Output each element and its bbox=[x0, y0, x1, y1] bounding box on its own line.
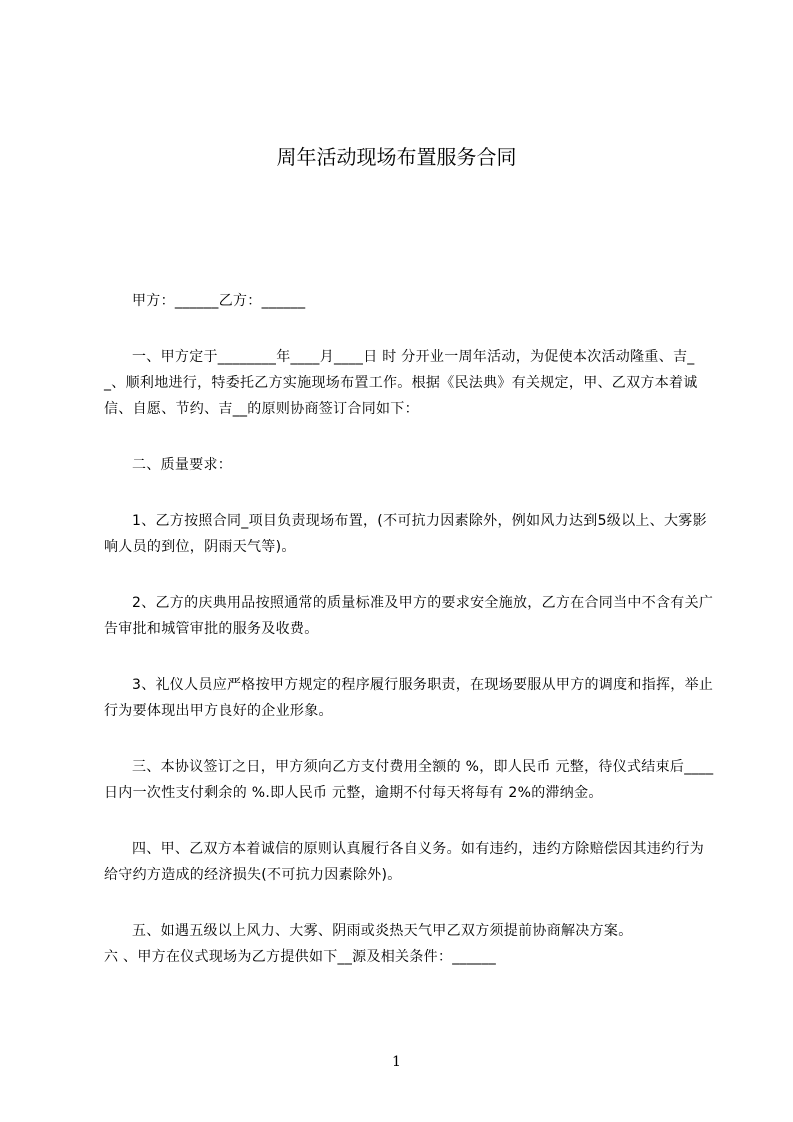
parties-line: 甲方：______乙方：______ bbox=[132, 293, 306, 309]
document-body bbox=[104, 288, 716, 1000]
paragraph-quality-heading: 二、质量要求： bbox=[132, 457, 233, 473]
paragraph-quality-1: 1、乙方按照合同_项目负责现场布置，(不可抗力因素除外，例如风力达到5级以上、大雾影响人员的到位，阴雨天气等)。 bbox=[104, 513, 707, 555]
paragraph-intro: 一、甲方定于________年____月____日 时 分开业一周年活动，为促使本次活动隆重、吉__、顺利地进行，特委托乙方实施现场布置工作。根据《民法典》有关规定，甲、乙双方本着诚信、自愿、节约、吉__的原则协商签订合同如下： bbox=[104, 349, 698, 417]
document-title: 周年活动现场布置服务合同 bbox=[276, 145, 517, 169]
paragraph-weather: 五、如遇五级以上风力、大雾、阴雨或炎热天气甲乙双方须提前协商解决方案。 bbox=[132, 923, 633, 939]
paragraph-site-conditions: 六 、甲方在仪式现场为乙方提供如下__源及相关条件：______ bbox=[104, 949, 497, 965]
paragraph-obligations: 四、甲、乙双方本着诚信的原则认真履行各自义务。如有违约，违约方除赔偿因其违约行为给守约方造成的经济损失(不可抗力因素除外)。 bbox=[104, 841, 704, 883]
paragraph-quality-2: 2、乙方的庆典用品按照通常的质量标准及甲方的要求安全施放，乙方在合同当中不含有关广告审批和城管审批的服务及收费。 bbox=[104, 595, 714, 637]
page-number: 1 bbox=[392, 1054, 401, 1070]
paragraph-payment: 三、本协议签订之日，甲方须向乙方支付费用全额的 %，即人民币 元整，待仪式结束后____日内一次性支付剩余的 %.即人民币 元整，逾期不付每天将每有 2%的滞纳金。 bbox=[104, 759, 714, 801]
paragraph-quality-3: 3、礼仪人员应严格按甲方规定的程序履行服务职责，在现场要服从甲方的调度和指挥，举止行为要体现出甲方良好的企业形象。 bbox=[104, 677, 714, 719]
